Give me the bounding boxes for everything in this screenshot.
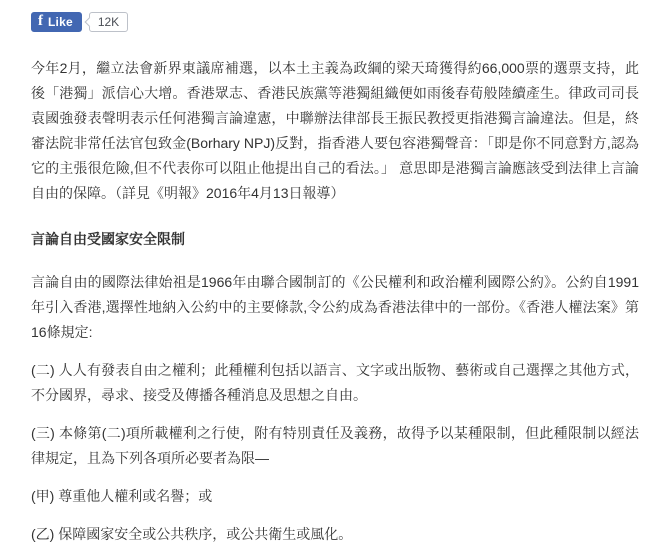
- clause-3: (三) 本條第(二)項所載權利之行使，附有特別責任及義務，故得予以某種限制，但此種限制以經法律規定，且為下列各項所必要者為限—: [31, 425, 639, 466]
- clause-jia: (甲) 尊重他人權利或名譽；或: [31, 488, 213, 504]
- like-count-value: 12K: [97, 15, 120, 29]
- paragraph-intro: 今年2月，繼立法會新界東議席補選，以本土主義為政綱的梁天琦獲得約66,000票的選票支持，此後「港獨」派信心大增。香港眾志、香港民族黨等港獨組織便如雨後春荀般陸續產生。律政司司長袁國強發表聲明表示任何港獨言論違憲，中聯辦法律部長王振民教授更指港獨言論違法。但是，終審法院非常任法官包致金(Borhary NPJ)反對，指香港人要包容港獨聲音：「即是你不同意對方,認為它的主張很危險,但不代表你可以阻止他提出自己的看法。」 意思即是港獨言論應該受到法律上言論自由的保障。（詳見《明報》2016年4月13日報導）: [31, 60, 639, 201]
- section-heading: 言論自由受國家安全限制: [31, 231, 185, 247]
- clause-2: (二) 人人有發表自由之權利；此種權利包括以語言、文字或出版物、藝術或自己選擇之其他方式，不分國界，尋求、接受及傳播各種消息及思想之自由。: [31, 362, 639, 403]
- like-button-label: Like: [48, 15, 73, 29]
- like-count-bubble: [89, 12, 128, 32]
- like-count-arrow: [84, 17, 94, 27]
- paragraph-law-intro: 言論自由的國際法律始祖是1966年由聯合國制訂的《公民權利和政治權利國際公約》。公約自1991年引入香港,選擇性地納入公約中的主要條款,令公約成為香港法律中的一部份。《香港人權法案》第16條規定:: [31, 274, 639, 340]
- clause-yi: (乙) 保障國家安全或公共秩序，或公共衛生或風化。: [31, 526, 353, 542]
- article-body: [31, 56, 639, 547]
- facebook-like-button[interactable]: [31, 12, 82, 32]
- facebook-like-widget: [31, 12, 639, 32]
- facebook-logo-icon: f: [38, 13, 43, 29]
